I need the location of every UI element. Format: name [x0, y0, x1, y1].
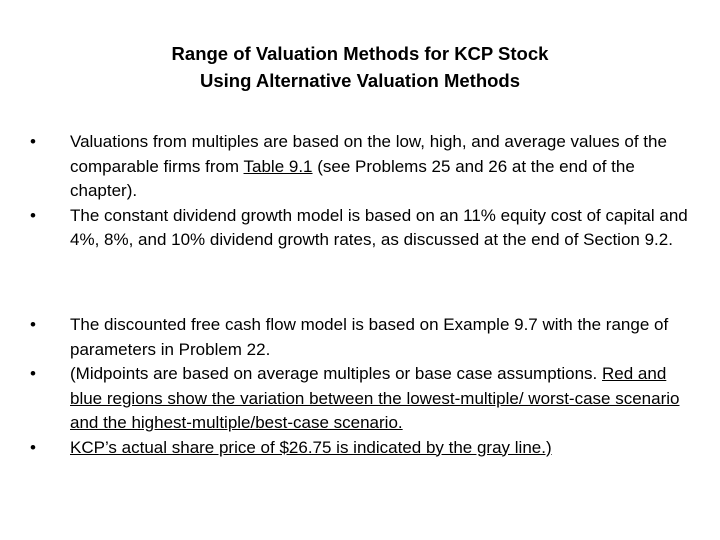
bullet-text-underlined: Red and blue regions show the variation between the lowest-multiple/ worst-case scenario and the highest-multiple/best-case scenario.	[70, 364, 680, 432]
bullet-text: (see Problems 25 and 26 at the end of the chapter).	[70, 156, 635, 200]
bullet-group-1	[28, 130, 688, 253]
bullet-item-midpoints	[28, 362, 688, 436]
bullet-icon: •	[30, 132, 36, 151]
bullet-item-dividend-growth	[28, 204, 688, 253]
bullet-text: The constant dividend growth model is based on an 11% equity cost of capital and 4%, 8%, and 10% dividend growth rates, as discussed at the end of Section 9.2.	[70, 205, 688, 249]
bullet-text: The discounted free cash flow model is based on Example 9.7 with the range of parameters in Problem 22.	[70, 315, 669, 359]
title-line-2: Using Alternative Valuation Methods	[199, 70, 521, 91]
title-line-1: Range of Valuation Methods for KCP Stock	[171, 43, 549, 64]
table-link[interactable]: Table 9.1	[243, 156, 313, 176]
bullet-text: Valuations from multiples are based on the low, high, and average values of the comparable firms from	[70, 132, 667, 176]
slide-title	[0, 40, 720, 94]
bullet-icon: •	[30, 364, 36, 383]
bullet-icon: •	[30, 437, 36, 457]
bullet-text: (Midpoints are based on average multiples or base case assumptions.	[70, 364, 603, 383]
bullet-group-2	[28, 313, 688, 460]
bullet-item-dcf	[28, 313, 688, 362]
bullet-icon: •	[30, 205, 36, 225]
bullet-item-share-price	[28, 436, 688, 461]
bullet-text-underlined: KCP’s actual share price of $26.75 is indicated by the gray line.)	[70, 437, 552, 457]
bullet-icon: •	[30, 315, 36, 334]
bullet-item-multiples	[28, 130, 688, 204]
